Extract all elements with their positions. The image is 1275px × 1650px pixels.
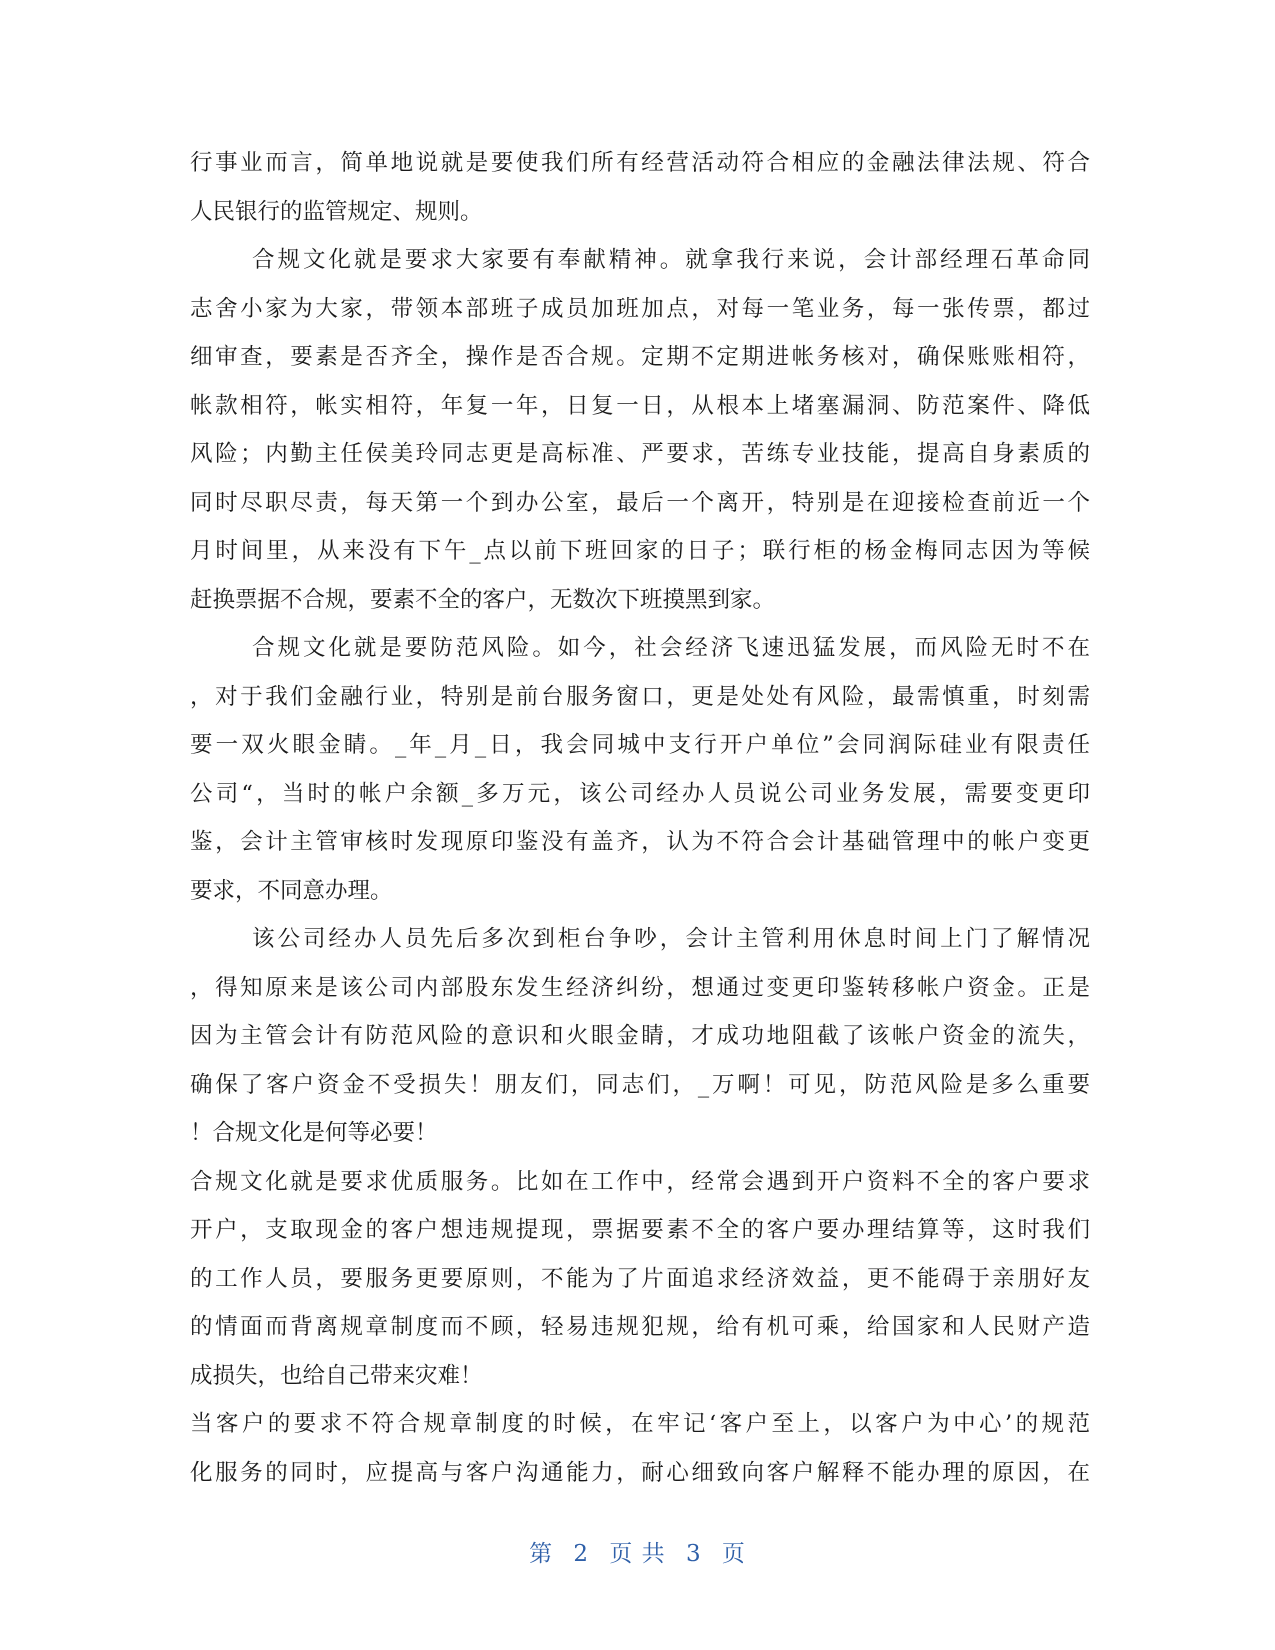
total-page-number: 3: [685, 1541, 702, 1567]
text-line: ！合规文化是何等必要！: [190, 1120, 438, 1146]
text-line: 月时间里，从来没有下午_点以前下班回家的日子；联行柜的杨金梅同志因为等候: [190, 538, 1090, 564]
text-line: 公司“，当时的帐户余额_多万元，该公司经办人员说公司业务发展，需要变更印: [190, 780, 1090, 807]
text-line: ，对于我们金融行业，特别是前台服务窗口，更是处处有风险，最需慎重，时刻需: [190, 683, 1090, 710]
text-line: 的工作人员，要服务更要原则，不能为了片面追求经济效益，更不能碍于亲朋好友: [190, 1265, 1090, 1292]
footer-prefix: 第: [529, 1541, 554, 1567]
current-page-number: 2: [573, 1541, 590, 1567]
text-line: 赶换票据不合规，要素不全的客户，无数次下班摸黑到家。: [190, 586, 776, 613]
text-line: 确保了客户资金不受损失！朋友们，同志们，_万啊！可见，防范风险是多么重要: [190, 1071, 1090, 1098]
page-footer: [0, 1535, 1275, 1568]
text-line: 合规文化就是要求大家要有奉献精神。就拿我行来说，会计部经理石革命同: [252, 247, 1090, 273]
text-line: 合规文化就是要防范风险。如今，社会经济飞速迅猛发展，而风险无时不在: [252, 635, 1090, 661]
text-line: 该公司经办人员先后多次到柜台争吵，会计主管利用休息时间上门了解情况: [252, 926, 1090, 952]
text-line: 风险；内勤主任侯美玲同志更是高标准、严要求，苦练专业技能，提高自身素质的: [190, 441, 1090, 467]
text-line: 人民银行的监管规定、规则。: [190, 198, 483, 225]
text-line: 成损失，也给自己带来灾难！: [190, 1362, 483, 1389]
document-body: [190, 139, 1090, 1497]
footer-middle: 页 共: [609, 1541, 666, 1567]
text-line: 要求，不同意办理。: [190, 877, 393, 904]
text-line: 要一双火眼金睛。_年_月_日，我会同城中支行开户单位”会同润际硅业有限责任: [190, 732, 1090, 758]
text-line: 同时尽职尽责，每天第一个到办公室，最后一个离开，特别是在迎接检查前近一个: [190, 489, 1090, 516]
text-line: 合规文化就是要求优质服务。比如在工作中，经常会遇到开户资料不全的客户要求: [190, 1168, 1090, 1195]
text-line: 当客户的要求不符合规章制度的时候，在牢记‘客户至上，以客户为中心’的规范: [190, 1411, 1090, 1437]
text-line: 帐款相符，帐实相符，年复一年，日复一日，从根本上堵塞漏洞、防范案件、降低: [190, 392, 1090, 419]
text-line: 开户，支取现金的客户想违规提现，票据要素不全的客户要办理结算等，这时我们: [190, 1217, 1090, 1243]
text-line: 的情面而背离规章制度而不顾，轻易违规犯规，给有机可乘，给国家和人民财产造: [190, 1314, 1090, 1340]
text-line: ，得知原来是该公司内部股东发生经济纠纷，想通过变更印鉴转移帐户资金。正是: [190, 974, 1090, 1001]
text-line: 化服务的同时，应提高与客户沟通能力，耐心细致向客户解释不能办理的原因，在: [190, 1459, 1090, 1486]
text-line: 因为主管会计有防范风险的意识和火眼金睛，才成功地阻截了该帐户资金的流失，: [190, 1023, 1090, 1049]
text-line: 细审查，要素是否齐全，操作是否合规。定期不定期进帐务核对，确保账账相符，: [190, 344, 1090, 370]
text-line: 行事业而言，简单地说就是要使我们所有经营活动符合相应的金融法律法规、符合: [190, 150, 1090, 176]
text-line: 志舍小家为大家，带领本部班子成员加班加点，对每一笔业务，每一张传票，都过: [190, 295, 1090, 322]
footer-suffix: 页: [721, 1541, 746, 1567]
text-line: 鉴，会计主管审核时发现原印鉴没有盖齐，认为不符合会计基础管理中的帐户变更: [190, 829, 1090, 855]
